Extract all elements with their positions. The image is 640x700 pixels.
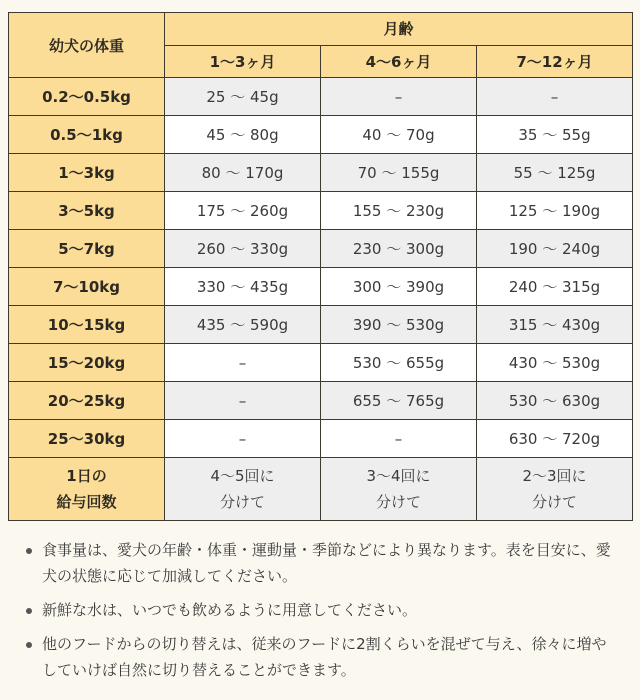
age-column-header: 7〜12ヶ月 bbox=[477, 45, 633, 78]
frequency-cell bbox=[165, 458, 321, 521]
amount-cell: 530 〜 630g bbox=[477, 382, 633, 420]
frequency-cell bbox=[321, 458, 477, 521]
amount-cell: – bbox=[165, 344, 321, 382]
amount-cell: 390 〜 530g bbox=[321, 306, 477, 344]
frequency-cell bbox=[477, 458, 633, 521]
amount-cell: 55 〜 125g bbox=[477, 154, 633, 192]
amount-cell: 175 〜 260g bbox=[165, 192, 321, 230]
bullet-icon bbox=[26, 608, 32, 614]
weight-label: 7〜10kg bbox=[9, 268, 165, 306]
amount-cell: 25 〜 45g bbox=[165, 78, 321, 116]
bullet-icon bbox=[26, 548, 32, 554]
feeding-table bbox=[8, 12, 633, 521]
table-row bbox=[9, 78, 633, 116]
feeding-frequency-label bbox=[9, 458, 165, 521]
table-row bbox=[9, 154, 633, 192]
bullet-icon bbox=[26, 642, 32, 648]
amount-cell: 80 〜 170g bbox=[165, 154, 321, 192]
amount-cell: 70 〜 155g bbox=[321, 154, 477, 192]
amount-cell: 260 〜 330g bbox=[165, 230, 321, 268]
amount-cell: 630 〜 720g bbox=[477, 420, 633, 458]
note-item bbox=[26, 537, 618, 589]
amount-cell: 240 〜 315g bbox=[477, 268, 633, 306]
amount-cell: – bbox=[321, 420, 477, 458]
table-row bbox=[9, 192, 633, 230]
notes-list bbox=[8, 537, 632, 683]
amount-cell: 300 〜 390g bbox=[321, 268, 477, 306]
age-group-header: 月齢 bbox=[165, 13, 633, 46]
weight-label: 0.2〜0.5kg bbox=[9, 78, 165, 116]
frequency-line1: 2〜3回に bbox=[522, 467, 587, 485]
amount-cell: 530 〜 655g bbox=[321, 344, 477, 382]
amount-cell: 155 〜 230g bbox=[321, 192, 477, 230]
weight-label: 5〜7kg bbox=[9, 230, 165, 268]
weight-label: 20〜25kg bbox=[9, 382, 165, 420]
amount-cell: – bbox=[165, 382, 321, 420]
weight-header: 幼犬の体重 bbox=[9, 13, 165, 78]
amount-cell: 655 〜 765g bbox=[321, 382, 477, 420]
note-text: 他のフードからの切り替えは、従来のフードに2割くらいを混ぜて与え、徐々に増やしていけば自然に切り替えることができます。 bbox=[42, 635, 607, 679]
note-text: 新鮮な水は、いつでも飲めるように用意してください。 bbox=[42, 601, 418, 619]
weight-label: 0.5〜1kg bbox=[9, 116, 165, 154]
feeding-frequency-label-line2: 給与回数 bbox=[56, 493, 117, 511]
weight-label: 10〜15kg bbox=[9, 306, 165, 344]
amount-cell: 230 〜 300g bbox=[321, 230, 477, 268]
table-row bbox=[9, 116, 633, 154]
amount-cell: 45 〜 80g bbox=[165, 116, 321, 154]
frequency-line1: 4〜5回に bbox=[210, 467, 275, 485]
amount-cell: – bbox=[321, 78, 477, 116]
feeding-frequency-row bbox=[9, 458, 633, 521]
note-item bbox=[26, 597, 618, 623]
note-item bbox=[26, 631, 618, 683]
frequency-line2: 分けて bbox=[219, 493, 265, 511]
table-row bbox=[9, 230, 633, 268]
weight-label: 3〜5kg bbox=[9, 192, 165, 230]
age-column-header: 1〜3ヶ月 bbox=[165, 45, 321, 78]
amount-cell: 190 〜 240g bbox=[477, 230, 633, 268]
table-row bbox=[9, 344, 633, 382]
frequency-line1: 3〜4回に bbox=[366, 467, 431, 485]
feeding-frequency-label-line1: 1日の bbox=[66, 467, 107, 485]
amount-cell: 435 〜 590g bbox=[165, 306, 321, 344]
amount-cell: 315 〜 430g bbox=[477, 306, 633, 344]
weight-label: 1〜3kg bbox=[9, 154, 165, 192]
table-row bbox=[9, 306, 633, 344]
note-text: 食事量は、愛犬の年齢・体重・運動量・季節などにより異なります。表を目安に、愛犬の状態に応じて加減してください。 bbox=[42, 541, 611, 585]
amount-cell: 125 〜 190g bbox=[477, 192, 633, 230]
amount-cell: 330 〜 435g bbox=[165, 268, 321, 306]
frequency-line2: 分けて bbox=[375, 493, 421, 511]
amount-cell: 430 〜 530g bbox=[477, 344, 633, 382]
table-row bbox=[9, 382, 633, 420]
table-row bbox=[9, 420, 633, 458]
amount-cell: – bbox=[477, 78, 633, 116]
age-column-header: 4〜6ヶ月 bbox=[321, 45, 477, 78]
weight-label: 15〜20kg bbox=[9, 344, 165, 382]
weight-label: 25〜30kg bbox=[9, 420, 165, 458]
amount-cell: – bbox=[165, 420, 321, 458]
table-row bbox=[9, 268, 633, 306]
amount-cell: 40 〜 70g bbox=[321, 116, 477, 154]
amount-cell: 35 〜 55g bbox=[477, 116, 633, 154]
frequency-line2: 分けて bbox=[532, 493, 578, 511]
